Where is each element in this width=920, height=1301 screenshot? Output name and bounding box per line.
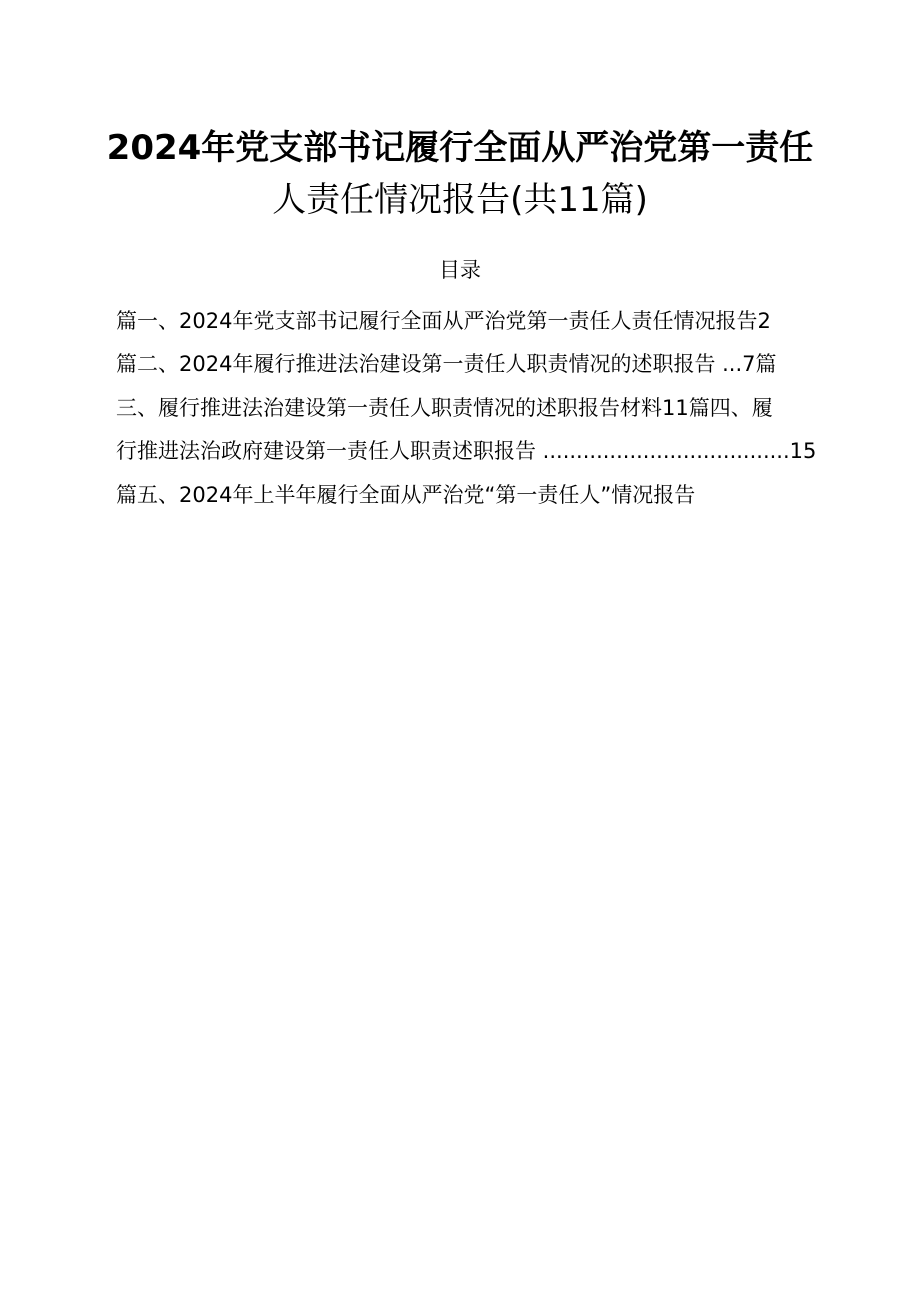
toc-entry-line[interactable]: 篇二、2024年履行推进法治建设第一责任人职责情况的述职报告 ...7篇 [116,352,777,376]
toc-entry-line[interactable]: 篇一、2024年党支部书记履行全面从严治党第一责任人责任情况报告2 [116,309,771,333]
document-title-line-1: 2024年党支部书记履行全面从严治党第一责任 [106,128,814,168]
toc-entry-line[interactable]: 三、履行推进法治建设第一责任人职责情况的述职报告材料11篇四、履 [116,396,773,420]
toc-entry-line[interactable]: 行推进法治政府建设第一责任人职责述职报告 .....................................15 [116,439,817,463]
toc-heading: 目录 [439,258,481,282]
document-title-line-2: 人责任情况报告(共11篇) [272,180,648,220]
toc-entry-line[interactable]: 篇五、2024年上半年履行全面从严治党“第一责任人”情况报告 [116,483,696,507]
